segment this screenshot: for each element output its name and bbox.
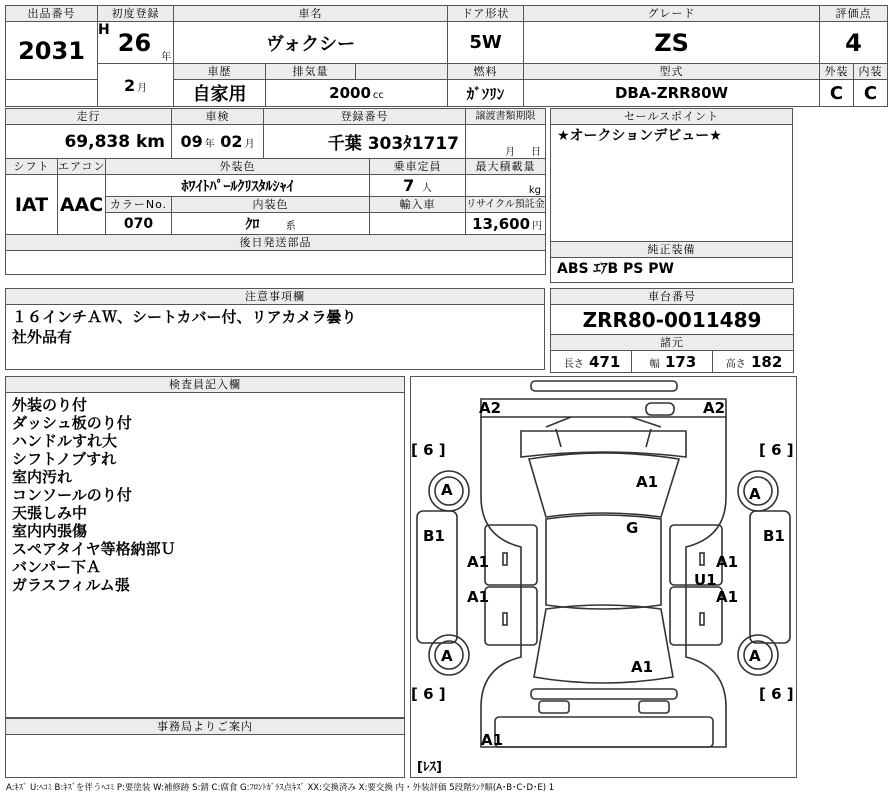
inspector-line: ダッシュ板のり付 xyxy=(12,414,132,432)
inspector-line: 外装のり付 xyxy=(12,396,88,414)
capacity-cell xyxy=(370,175,466,197)
legend: A:ｷｽﾞ U:ﾍｺﾐ B:ｷｽﾞを伴うﾍｺﾐ P:要塗装 W:補修跡 S:錆 C:腐食 G:ﾌﾛﾝﾄｶﾞﾗｽ点ｷｽﾞ XX:交換済み X:要交換 内・外装評価 5段階ﾗﾝｸ順(A･B･C･D･E) 1 xyxy=(6,783,555,793)
mark-pillar-left: B1 xyxy=(423,527,445,545)
car-name: ヴォクシー xyxy=(174,22,448,64)
equipment-box xyxy=(550,241,793,283)
color-no: 070 xyxy=(106,213,172,235)
inspector-line: ハンドルすれ大 xyxy=(12,432,118,450)
mark-door-rl: A1 xyxy=(467,588,490,606)
plate-label: 登録番号 xyxy=(264,109,466,125)
capacity-label: 乗車定員 xyxy=(370,159,466,175)
score-label: 評価点 xyxy=(820,6,888,22)
height-label: 高さ xyxy=(725,358,746,370)
inspector-line: シフトノブすれ xyxy=(12,450,117,468)
insp-year: 09 xyxy=(180,132,203,151)
sales-point-label: セールスポイント xyxy=(551,109,792,125)
interior-unit: 系 xyxy=(285,220,296,232)
mark-wheel-fr: A xyxy=(749,485,761,503)
fuel: ｶﾞｿﾘﾝ xyxy=(448,80,524,107)
recycle-cell xyxy=(466,213,546,235)
mileage-unit: km xyxy=(135,131,166,152)
lot-label: 出品番号 xyxy=(6,6,98,22)
capacity: 7 xyxy=(403,176,415,195)
mark-door-fr: A1 xyxy=(716,553,739,571)
chassis-table xyxy=(550,288,794,373)
inspection-label: 車検 xyxy=(172,109,264,125)
reg-month: 2 xyxy=(123,75,136,95)
shift-label: シフト xyxy=(6,159,58,175)
detail-table xyxy=(5,108,546,275)
sales-point-box xyxy=(550,108,793,242)
capacity-unit: 人 xyxy=(421,183,432,194)
ac-label: エアコン xyxy=(58,160,106,173)
ext-grade: C xyxy=(820,80,854,107)
transfer-day-unit: 日 xyxy=(531,147,542,158)
mark-hood: A1 xyxy=(636,473,659,491)
mark-tire-fr: [ 6 ] xyxy=(759,441,794,459)
fuel-label: 燃料 xyxy=(448,64,524,80)
history: 自家用 xyxy=(174,80,266,107)
height-cell xyxy=(713,351,794,373)
inspector-line: スペアタイヤ等格納部Ｕ xyxy=(12,540,176,558)
inspector-line: 室内汚れ xyxy=(12,468,73,486)
insp-month-unit: 月 xyxy=(244,139,255,150)
reg-month-unit: 月 xyxy=(137,82,148,94)
mark-wheel-rr: A xyxy=(749,647,761,665)
mark-front-right: A2 xyxy=(703,399,726,417)
grade-label: グレード xyxy=(524,6,820,22)
recycle-label: リサイクル預託金 xyxy=(466,197,546,213)
ac: AAC xyxy=(58,175,106,235)
length-cell xyxy=(551,351,632,373)
header-table xyxy=(5,5,888,107)
inspector-line: バンパー下Ａ xyxy=(12,558,101,576)
later-parts-value xyxy=(6,251,546,275)
mark-pillar-right: B1 xyxy=(763,527,785,545)
inspector-line: 天張しみ中 xyxy=(12,504,88,522)
displacement-unit: cc xyxy=(372,90,384,101)
interior-label: 内装色 xyxy=(172,197,370,213)
int-grade: C xyxy=(854,80,888,107)
inspector-label: 検査員記入欄 xyxy=(6,377,404,393)
model-type: DBA-ZRR80W xyxy=(524,80,820,107)
inspector-line: ガラスフィルム張 xyxy=(12,576,130,594)
ext-label: 外装 xyxy=(820,64,854,80)
type-label: 型式 xyxy=(524,64,820,80)
height: 182 xyxy=(750,352,783,371)
mark-rear-bumper: A1 xyxy=(481,731,504,749)
door-type: 5W xyxy=(448,22,524,64)
width-cell xyxy=(632,351,713,373)
mark-door-rr: A1 xyxy=(716,588,739,606)
mark-wheel-fl: A xyxy=(441,481,453,499)
displacement-cell xyxy=(266,80,448,107)
int-label: 内装 xyxy=(854,64,888,80)
history-label: 車歴 xyxy=(174,64,266,80)
mark-tire-fl: [ 6 ] xyxy=(411,441,446,459)
door-label: ドア形状 xyxy=(448,6,524,22)
era: H xyxy=(98,22,110,64)
width-label: 幅 xyxy=(649,358,660,370)
import-value xyxy=(370,213,466,235)
insp-year-unit: 年 xyxy=(204,139,215,150)
plate-number: 千葉 303ﾀ1717 xyxy=(264,125,466,159)
recycle-unit: 円 xyxy=(532,220,543,232)
mark-windshield: G xyxy=(626,519,639,537)
interior-color: ｸﾛ xyxy=(245,216,260,233)
car-name-label: 車名 xyxy=(174,6,448,22)
reg-month-cell xyxy=(98,64,174,107)
lot-number: 2031 xyxy=(6,22,98,80)
notes-box xyxy=(5,288,545,370)
body-color: ﾎﾜｲﾄﾊﾟｰﾙｸﾘｽﾀﾙｼｬｲ xyxy=(106,175,370,197)
mark-spare: [ﾚｽ] xyxy=(417,760,442,775)
mileage: 69,838 xyxy=(64,131,131,152)
color-no-label: カラーNo. xyxy=(106,197,172,213)
recycle: 13,600 xyxy=(472,214,531,233)
mark-tire-rr: [ 6 ] xyxy=(759,685,794,703)
note-line: 社外品有 xyxy=(12,328,73,346)
car-outline xyxy=(411,377,796,777)
chassis-number: ZRR80-0011489 xyxy=(551,305,794,335)
sales-point: ★オークションデビュー★ xyxy=(557,128,722,144)
transfer-label: 譲渡書類期限 xyxy=(466,109,546,125)
mark-door-fl: A1 xyxy=(467,553,490,571)
first-reg-label: 初度登録 xyxy=(98,6,174,22)
interior-cell xyxy=(172,213,370,235)
grade: ZS xyxy=(524,22,820,64)
equipment-label: 純正装備 xyxy=(551,242,792,258)
max-load-label: 最大積載量 xyxy=(466,159,546,175)
insp-month: 02 xyxy=(220,132,243,151)
damage-diagram xyxy=(410,376,797,778)
chassis-label: 車台番号 xyxy=(551,289,794,305)
notes-label: 注意事項欄 xyxy=(6,289,544,305)
reg-year-unit: 年 xyxy=(160,22,174,64)
mileage-cell xyxy=(6,125,172,159)
office-label: 事務局よりご案内 xyxy=(6,719,404,735)
width: 173 xyxy=(664,352,697,371)
later-parts-label: 後日発送部品 xyxy=(6,235,546,251)
inspector-line: 室内内張傷 xyxy=(12,522,88,540)
length-label: 長さ xyxy=(563,358,584,370)
inspector-line: コンソールのり付 xyxy=(12,486,132,504)
transfer-cell xyxy=(466,125,546,159)
spec-label: 諸元 xyxy=(551,335,794,351)
mark-roof-rear: A1 xyxy=(631,658,654,676)
mark-wheel-rl: A xyxy=(441,647,453,665)
reg-year: 26 xyxy=(110,22,160,64)
equipment: ABS ｴｱB PS PW xyxy=(557,261,674,277)
color-label: 外装色 xyxy=(106,159,370,175)
inspector-box xyxy=(5,376,405,718)
mark-side-u: U1 xyxy=(694,571,717,589)
inspection-cell xyxy=(172,125,264,159)
max-load-unit: kg xyxy=(466,175,546,197)
import-label: 輸入車 xyxy=(370,197,466,213)
length: 471 xyxy=(588,352,621,371)
mark-tire-rl: [ 6 ] xyxy=(411,685,446,703)
office-box xyxy=(5,718,405,778)
note-line: １６インチＡＷ、シートカバー付、リアカメラ曇り xyxy=(12,308,357,326)
mark-front-left: A2 xyxy=(479,399,502,417)
mileage-label: 走行 xyxy=(6,109,172,125)
displacement-label: 排気量 xyxy=(266,64,356,80)
shift: IAT xyxy=(6,175,58,235)
transfer-month-unit: 月 xyxy=(505,147,516,158)
displacement: 2000 xyxy=(329,84,371,102)
score: 4 xyxy=(820,22,888,64)
